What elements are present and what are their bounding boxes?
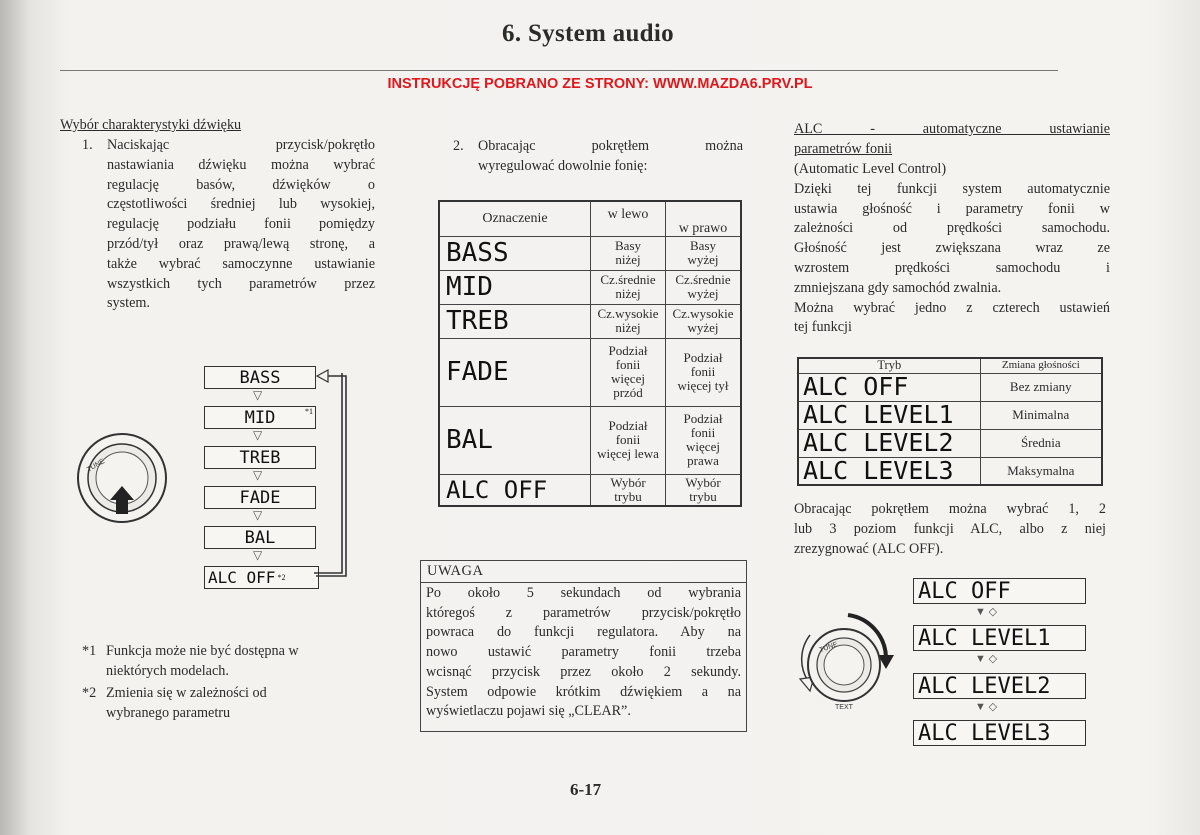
page-title: 6. System audio bbox=[502, 20, 674, 47]
code-cell: BAL bbox=[439, 406, 591, 474]
right-cell: Podział fonii więcej prawa bbox=[666, 406, 742, 474]
note-body: Po około 5 sekundach od wybrania któregoś z parametrów przycisk/pokrętło powraca do funkcji regulatora. Aby na nowo ustawić parametry fonii trzeba wcisnąć przycisk przez około 2 sekundy. System odpowie krótkim dźwiękiem a na wyświetlaczu pojawi się „CLEAR”. bbox=[426, 585, 741, 720]
display-alc-off: ALC OFF bbox=[913, 578, 1086, 604]
table-row bbox=[798, 401, 1102, 429]
display-mid: MID *1 bbox=[204, 406, 316, 429]
code-cell: BASS bbox=[439, 236, 591, 270]
arrow-down-icon: ▽ bbox=[253, 428, 263, 442]
left-cell: Basy niżej bbox=[591, 236, 666, 270]
alc-mode-table bbox=[797, 357, 1103, 486]
knob-label: TUNE bbox=[818, 641, 839, 655]
table-header: Zmiana głośności bbox=[980, 358, 1102, 373]
display-alc-level2: ALC LEVEL2 bbox=[913, 673, 1086, 699]
note-title: UWAGA bbox=[421, 561, 746, 583]
change-cell: Średnia bbox=[980, 429, 1102, 457]
left-cell: Wybór trybu bbox=[591, 474, 666, 506]
display-alc-level3: ALC LEVEL3 bbox=[913, 720, 1086, 746]
arrow-updown-icon: ▼ ◇ bbox=[975, 606, 998, 618]
code-cell: FADE bbox=[439, 338, 591, 406]
arrow-down-icon: ▽ bbox=[253, 468, 263, 482]
right-cell: Podział fonii więcej tył bbox=[666, 338, 742, 406]
change-cell: Bez zmiany bbox=[980, 373, 1102, 401]
code-cell: MID bbox=[439, 270, 591, 304]
title-rule bbox=[60, 70, 1058, 71]
table-row bbox=[439, 304, 741, 338]
knob-label: TUNE bbox=[85, 458, 106, 474]
table-row bbox=[798, 373, 1102, 401]
display-bass: BASS bbox=[204, 366, 316, 389]
change-cell: Minimalna bbox=[980, 401, 1102, 429]
footnote-1-mark: *1 bbox=[82, 643, 97, 659]
section-heading: Wybór charakterystyki dźwięku bbox=[60, 117, 242, 133]
table-row bbox=[439, 474, 741, 506]
code-cell: ALC OFF bbox=[439, 474, 591, 506]
step-1-number: 1. bbox=[82, 137, 93, 153]
change-cell: Maksymalna bbox=[980, 457, 1102, 485]
right-cell: Wybór trybu bbox=[666, 474, 742, 506]
arrow-updown-icon: ▼ ◇ bbox=[975, 653, 998, 665]
table-row bbox=[439, 270, 741, 304]
table-row bbox=[798, 457, 1102, 485]
step-1-text: Naciskając przycisk/pokrętło nastawiania dźwięku można wybrać regulację basów, dźwięków o częstotliwości średniej lub wysokiej, regulację podziału fonii pomiędzy przód/tył oraz prawą/lewą stronę, a także wybrać samoczynne ustawianie wszystkich tych parametrów przez system. bbox=[107, 137, 375, 312]
right-cell: Cz.średnie wyżej bbox=[666, 270, 742, 304]
table-header: w lewo bbox=[591, 201, 666, 236]
tune-knob-icon bbox=[76, 432, 168, 524]
mode-cell: ALC OFF bbox=[798, 373, 980, 401]
table-row bbox=[439, 406, 741, 474]
mode-cell: ALC LEVEL3 bbox=[798, 457, 980, 485]
alc-intro: (Automatic Level Control) Dzięki tej funkcji system automatycznie ustawia głośność i parametry fonii w zależności od prędkości samochodu. Głośność jest zwiększana wraz ze wzrostem prędkości samochodu i zmniejszana gdy samochód zwalnia. Można wybrać jedno z czterech ustawień tej funkcji bbox=[794, 161, 1110, 336]
table-header-row bbox=[439, 201, 741, 236]
alc-after-text: Obracając pokrętłem można wybrać 1, 2 lub 3 poziom funkcji ALC, albo z niej zrezygnować (ALC OFF). bbox=[794, 501, 1106, 557]
table-header-row bbox=[798, 358, 1102, 373]
display-bal: BAL bbox=[204, 526, 316, 549]
display-alc-off: ALC OFF *2 bbox=[204, 566, 319, 589]
table-row bbox=[439, 236, 741, 270]
footnote-2-text: Zmienia się w zależności od wybranego parametru bbox=[106, 685, 267, 721]
display-fade: FADE bbox=[204, 486, 316, 509]
tune-knob-rotate-icon bbox=[786, 605, 896, 715]
step-2-number: 2. bbox=[453, 138, 464, 154]
left-cell: Podział fonii więcej lewa bbox=[591, 406, 666, 474]
footnote-1-text: Funkcja może nie być dostępna w niektórych modelach. bbox=[106, 643, 299, 679]
display-alc-level1: ALC LEVEL1 bbox=[913, 625, 1086, 651]
loop-arrow-icon bbox=[314, 368, 354, 582]
arrow-down-icon: ▽ bbox=[253, 388, 263, 402]
display-treb: TREB bbox=[204, 446, 316, 469]
footnote-2-mark: *2 bbox=[82, 685, 97, 701]
left-cell: Cz.wysokie niżej bbox=[591, 304, 666, 338]
arrow-down-icon: ▽ bbox=[253, 508, 263, 522]
code-cell: TREB bbox=[439, 304, 591, 338]
alc-heading: ALC - automatyczne ustawianie parametrów fonii bbox=[794, 121, 1110, 157]
left-cell: Podział fonii więcej przód bbox=[591, 338, 666, 406]
right-cell: Basy wyżej bbox=[666, 236, 742, 270]
step-2-text: Obracając pokrętłem można wyregulować dowolnie fonię: bbox=[478, 138, 743, 174]
table-header: Tryb bbox=[798, 358, 980, 373]
table-header: Oznaczenie bbox=[439, 201, 591, 236]
right-cell: Cz.wysokie wyżej bbox=[666, 304, 742, 338]
arrow-updown-icon: ▼ ◇ bbox=[975, 701, 998, 713]
knob-text-label: TEXT bbox=[835, 704, 853, 711]
table-header: w prawo bbox=[666, 201, 742, 236]
note-box bbox=[420, 560, 747, 732]
left-cell: Cz.średnie niżej bbox=[591, 270, 666, 304]
sound-settings-table bbox=[438, 200, 742, 507]
mode-cell: ALC LEVEL1 bbox=[798, 401, 980, 429]
table-row bbox=[798, 429, 1102, 457]
table-row bbox=[439, 338, 741, 406]
arrow-down-icon: ▽ bbox=[253, 548, 263, 562]
page-number: 6-17 bbox=[570, 780, 602, 799]
mode-cell: ALC LEVEL2 bbox=[798, 429, 980, 457]
watermark-text: INSTRUKCJĘ POBRANO ZE STRONY: WWW.MAZDA6.PRV.PL bbox=[387, 76, 813, 92]
